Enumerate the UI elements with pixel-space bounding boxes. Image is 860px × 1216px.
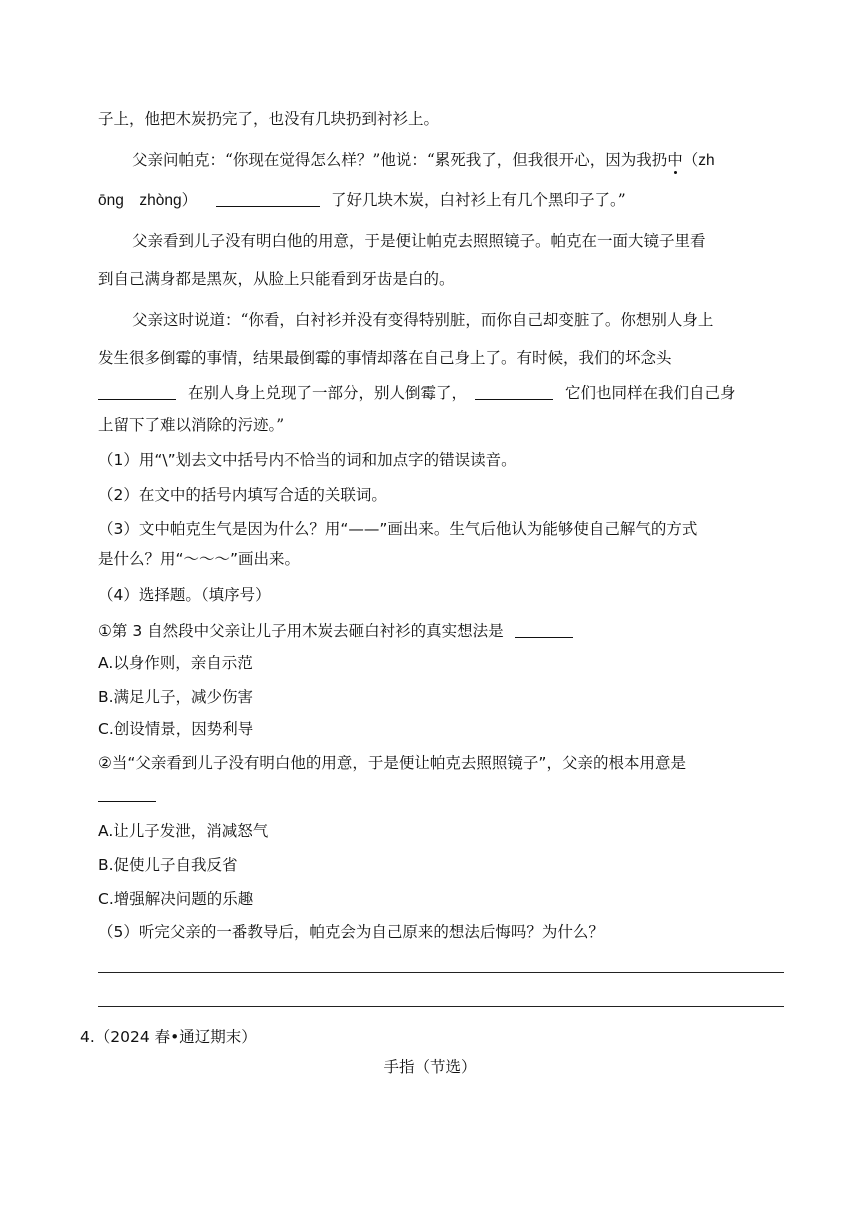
answer-blank[interactable] [98,785,156,802]
question-text: （3）文中帕克生气是因为什么？用“——”画出来。生气后他认为能够使自己解气的方式 [98,520,698,538]
option-text: A.让儿子发泄，消减怒气 [98,822,269,840]
option-text: C.增强解决问题的乐趣 [98,890,254,908]
question-number-label [80,1026,770,1048]
paragraph-text: 了好几块木炭，白衬衫上有几个黑印子了。” [330,191,626,209]
paragraph-text: 子上，他把木炭扔完了，也没有几块扔到衬衫上。 [98,110,440,128]
option-2-a [98,820,788,842]
paragraph-4-line-3 [98,382,788,404]
question-text: ②当“父亲看到儿子没有明白他的用意，于是便让帕克去照照镜子”，父亲的根本用意是 [98,754,686,772]
option-text: C.创设情景，因势利导 [98,720,254,738]
option-text: B.满足儿子，减少伤害 [98,688,254,706]
option-text: A.以身作则，亲自示范 [98,654,253,672]
paragraph-text: 发生很多倒霉的事情，结果最倒霉的事情却落在自己身上了。有时候，我们的坏念头 [98,349,672,367]
question-text: ①第 3 自然段中父亲让儿子用木炭去砸白衬衫的真实想法是 [98,622,504,640]
paragraph-2-line-2 [98,189,788,212]
option-2-b [98,854,788,876]
option-2-c [98,888,788,910]
option-1-a [98,652,788,674]
passage-title: 手指（节选） [383,1058,477,1076]
paragraph-text: 父亲这时说道：“你看，白衬衫并没有变得特别脏，而你自己却变脏了。你想别人身上 [132,311,714,329]
paragraph-text: 在别人身上兑现了一部分，别人倒霉了， [188,384,468,402]
question-source: 4.（2024 春•通辽期末） [80,1028,257,1046]
answer-blank[interactable] [515,621,573,638]
question-text: （4）选择题。（填序号） [98,586,271,604]
question-text: （5）听完父亲的一番教导后，帕克会为自己原来的想法后悔吗？为什么？ [98,923,604,941]
answer-blank[interactable] [475,383,553,400]
question-5 [98,921,788,943]
paragraph-text: 父亲问帕克：“你现在觉得怎么样？”他说：“累死我了，但我很开心，因为我扔 [132,151,668,169]
option-1-b [98,686,788,708]
question-2 [98,484,788,506]
answer-blank[interactable] [98,383,176,400]
answer-line[interactable] [98,1006,784,1007]
paragraph-text: 它们也同样在我们自己身 [565,384,736,402]
question-text: （1）用“\”划去文中括号内不恰当的词和加点字的错误读音。 [98,451,517,469]
pinyin-text: （zh [682,152,715,169]
paragraph-3-line-1 [132,230,822,252]
paragraph-2-line-1 [132,149,822,172]
paragraph-1 [98,108,788,130]
question-text: （2）在文中的括号内填写合适的关联词。 [98,486,387,504]
question-4-2 [98,752,788,774]
option-text: B.促使儿子自我反省 [98,856,238,874]
paragraph-text: 到自己满身都是黑灰，从脸上只能看到牙齿是白的。 [98,270,455,288]
dotted-character: 中 [667,151,683,169]
answer-blank[interactable] [216,190,320,207]
question-3-line-1 [98,518,788,540]
question-4-2-blank-line [98,784,788,806]
option-1-c [98,718,788,740]
paragraph-4-line-4 [98,414,788,436]
question-4 [98,584,788,606]
question-text: 是什么？用“～～～”画出来。 [98,550,301,568]
paragraph-text: 上留下了难以消除的污迹。” [98,416,285,434]
question-3-line-2 [98,548,788,570]
paragraph-text: 父亲看到儿子没有明白他的用意，于是便让帕克去照照镜子。帕克在一面大镜子里看 [132,232,706,250]
answer-line[interactable] [98,972,784,973]
paragraph-3-line-2 [98,268,788,290]
paragraph-4-line-1 [132,309,822,331]
question-4-1 [98,620,788,642]
paragraph-4-line-2 [98,347,788,369]
pinyin-options: ōng zhòng） [98,192,198,209]
question-1 [98,449,788,471]
